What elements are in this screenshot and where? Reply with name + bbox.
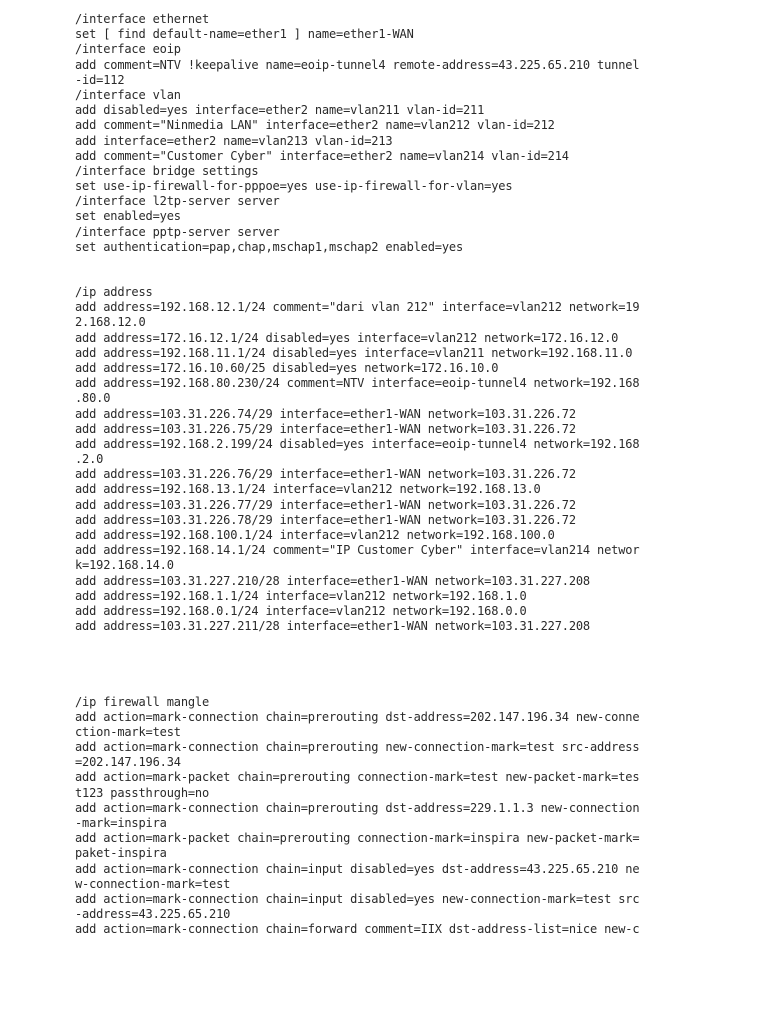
code-line: -id=112: [75, 72, 125, 87]
code-line: -address=43.225.65.210: [75, 907, 231, 922]
code-listing: [75, 12, 715, 938]
code-line: add action=mark-connection chain=prerouting dst-address=202.147.196.34 new-conne: [75, 709, 640, 724]
code-line: add comment=NTV !keepalive name=eoip-tunnel4 remote-address=43.225.65.210 tunnel: [75, 57, 640, 72]
code-line: add comment="Customer Cyber" interface=ether2 name=vlan214 vlan-id=214: [75, 148, 569, 163]
code-line: set [ find default-name=ether1 ] name=ether1-WAN: [75, 27, 414, 42]
code-line: =202.147.196.34: [75, 755, 181, 770]
code-line: add address=192.168.12.1/24 comment="dari vlan 212" interface=vlan212 network=19: [75, 300, 640, 315]
code-line: add disabled=yes interface=ether2 name=vlan211 vlan-id=211: [75, 103, 485, 118]
code-line: add address=192.168.11.1/24 disabled=yes interface=vlan211 network=192.168.11.0: [75, 345, 633, 360]
code-line: /interface bridge settings: [75, 163, 259, 178]
code-line: add address=103.31.227.211/28 interface=ether1-WAN network=103.31.227.208: [75, 619, 590, 634]
code-line: add address=192.168.2.199/24 disabled=yes interface=eoip-tunnel4 network=192.168: [75, 436, 640, 451]
code-line: .80.0: [75, 391, 111, 406]
code-line: add action=mark-packet chain=prerouting connection-mark=test new-packet-mark=tes: [75, 770, 640, 785]
code-line: set enabled=yes: [75, 209, 181, 224]
code-line: add address=103.31.226.78/29 interface=ether1-WAN network=103.31.226.72: [75, 512, 576, 527]
code-line: add address=103.31.226.75/29 interface=ether1-WAN network=103.31.226.72: [75, 421, 576, 436]
code-line: k=192.168.14.0: [75, 558, 174, 573]
code-line: add address=192.168.14.1/24 comment="IP Customer Cyber" interface=vlan214 networ: [75, 543, 640, 558]
code-line: /interface eoip: [75, 42, 181, 57]
code-line: paket-inspira: [75, 846, 167, 861]
code-line: add action=mark-connection chain=prerouting dst-address=229.1.1.3 new-connection: [75, 800, 640, 815]
code-line: add action=mark-connection chain=forward comment=IIX dst-address-list=nice new-c: [75, 922, 640, 937]
code-line: set use-ip-firewall-for-pppoe=yes use-ip-firewall-for-vlan=yes: [75, 179, 513, 194]
blank-line: [75, 634, 715, 679]
code-line: t123 passthrough=no: [75, 785, 210, 800]
code-line: add action=mark-connection chain=input disabled=yes new-connection-mark=test src: [75, 891, 640, 906]
code-line: add address=192.168.13.1/24 interface=vlan212 network=192.168.13.0: [75, 482, 541, 497]
code-line: /interface vlan: [75, 87, 181, 102]
code-line: add address=103.31.226.76/29 interface=ether1-WAN network=103.31.226.72: [75, 467, 576, 482]
code-line: add comment="Ninmedia LAN" interface=ether2 name=vlan212 vlan-id=212: [75, 118, 555, 133]
code-line: add action=mark-connection chain=prerouting new-connection-mark=test src-address: [75, 740, 640, 755]
code-line: add address=192.168.1.1/24 interface=vlan212 network=192.168.1.0: [75, 588, 527, 603]
code-line: add interface=ether2 name=vlan213 vlan-id=213: [75, 133, 393, 148]
code-line: add address=192.168.100.1/24 interface=vlan212 network=192.168.100.0: [75, 528, 555, 542]
code-line: add address=103.31.226.74/29 interface=ether1-WAN network=103.31.226.72: [75, 406, 576, 421]
code-line: add action=mark-packet chain=prerouting connection-mark=inspira new-packet-mark=: [75, 831, 640, 846]
code-line: add address=192.168.0.1/24 interface=vlan212 network=192.168.0.0: [75, 603, 527, 618]
code-line: /interface ethernet: [75, 12, 210, 26]
code-line: add action=mark-connection chain=input disabled=yes dst-address=43.225.65.210 ne: [75, 861, 640, 876]
code-line: -mark=inspira: [75, 816, 167, 830]
code-line: add address=192.168.80.230/24 comment=NTV interface=eoip-tunnel4 network=192.168: [75, 376, 640, 391]
blank-line: [75, 255, 715, 285]
code-line: /ip firewall mangle: [75, 694, 210, 709]
code-line: ction-mark=test: [75, 724, 181, 739]
code-line: add address=172.16.12.1/24 disabled=yes interface=vlan212 network=172.16.12.0: [75, 330, 619, 345]
code-line: add address=103.31.227.210/28 interface=ether1-WAN network=103.31.227.208: [75, 573, 590, 588]
code-line: /interface pptp-server server: [75, 224, 280, 239]
code-line: 2.168.12.0: [75, 315, 146, 330]
code-line: /ip address: [75, 285, 153, 299]
code-line: set authentication=pap,chap,mschap1,mschap2 enabled=yes: [75, 239, 464, 254]
code-line: w-connection-mark=test: [75, 876, 231, 891]
code-line: add address=103.31.226.77/29 interface=ether1-WAN network=103.31.226.72: [75, 497, 576, 512]
code-line: /interface l2tp-server server: [75, 194, 280, 209]
code-line: add address=172.16.10.60/25 disabled=yes network=172.16.10.0: [75, 360, 499, 375]
blank-line: [75, 679, 715, 694]
code-line: .2.0: [75, 452, 104, 467]
